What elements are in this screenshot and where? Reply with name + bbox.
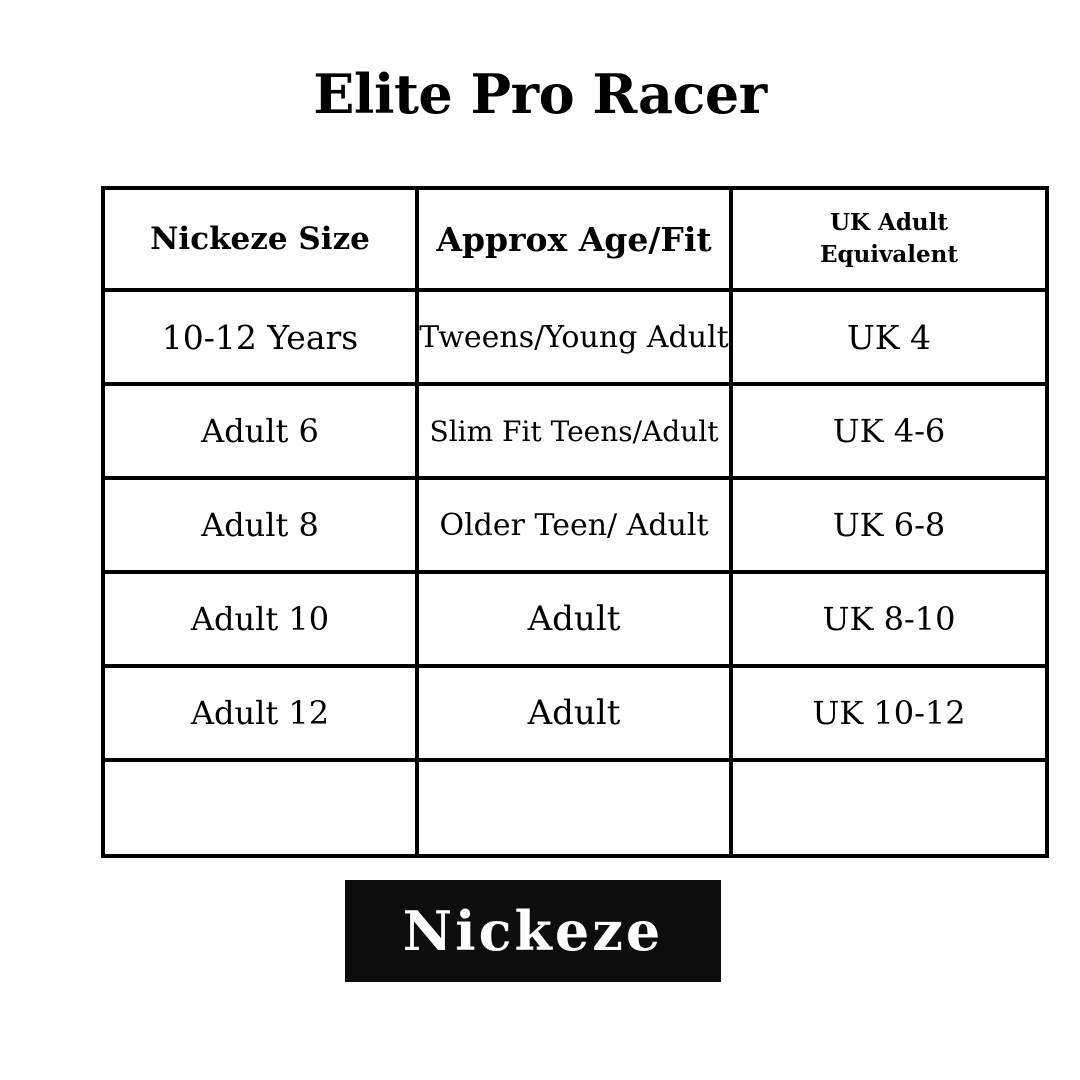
cell-uk-equivalent [731,760,1047,856]
table-header-row [103,188,1047,290]
brand-name: Nickeze [402,899,664,963]
brand-logo [345,880,721,982]
cell-age-fit: Tweens/Young Adult [417,290,731,384]
column-header-uk-adult-equivalent [731,188,1047,290]
table-header [103,188,1047,290]
cell-age-fit: Older Teen/ Adult [417,478,731,572]
table-row [103,666,1047,760]
column-header-nickeze-size: Nickeze Size [103,188,417,290]
cell-age-fit: Slim Fit Teens/Adult [417,384,731,478]
column-header-uk-adult-line2: Equivalent [819,241,959,268]
table-row [103,478,1047,572]
size-chart-table [101,186,1049,858]
table-row [103,384,1047,478]
table-row [103,572,1047,666]
table-row-empty [103,760,1047,856]
cell-uk-equivalent: UK 6-8 [731,478,1047,572]
cell-uk-equivalent: UK 8-10 [731,572,1047,666]
column-header-approx-age-fit: Approx Age/Fit [417,188,731,290]
cell-size: Adult 12 [103,666,417,760]
cell-size: Adult 8 [103,478,417,572]
table-body [103,290,1047,856]
cell-uk-equivalent: UK 4 [731,290,1047,384]
cell-uk-equivalent: UK 10-12 [731,666,1047,760]
cell-size: Adult 6 [103,384,417,478]
cell-age-fit: Adult [417,666,731,760]
column-header-uk-adult-line1: UK Adult [829,208,949,236]
cell-uk-equivalent: UK 4-6 [731,384,1047,478]
cell-age-fit [417,760,731,856]
table-row [103,290,1047,384]
page-title: Elite Pro Racer [313,62,767,126]
cell-size: 10-12 Years [103,290,417,384]
cell-size [103,760,417,856]
cell-age-fit: Adult [417,572,731,666]
cell-size: Adult 10 [103,572,417,666]
